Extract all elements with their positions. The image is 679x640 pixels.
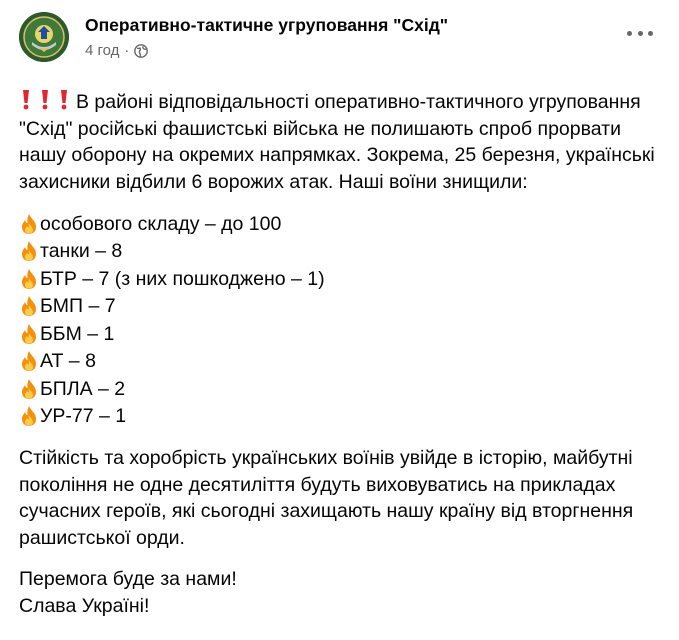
list-item — [19, 265, 661, 293]
list-item — [19, 210, 661, 238]
fire-icon — [19, 323, 39, 345]
losses-list — [19, 210, 661, 430]
list-item — [19, 348, 661, 376]
list-item-text: БТР – 7 (з них пошкоджено – 1) — [40, 267, 325, 290]
closing-line: Слава Україні! — [19, 594, 150, 617]
exclamation-icon — [57, 89, 71, 110]
fire-icon — [19, 295, 39, 317]
more-options-button[interactable] — [627, 28, 653, 38]
list-item — [19, 293, 661, 321]
globe-icon[interactable] — [134, 44, 148, 58]
post-paragraph: Стійкість та хоробрість українських воїнів увійде в історію, майбутні покоління не одне десятиліття будуть виховуватись на прикладах сучасних героїв, які сьогодні захищають нашу країну від вторгнення рашистської орди. — [19, 447, 634, 549]
list-item — [19, 375, 661, 403]
post-timestamp[interactable]: 4 год — [85, 42, 120, 59]
fire-icon — [19, 213, 39, 235]
post-closing — [19, 566, 661, 619]
post-intro-paragraph — [19, 89, 661, 195]
closing-line: Перемога буде за нами! — [19, 568, 237, 590]
list-item — [19, 238, 661, 266]
more-options-icon-dot — [627, 31, 632, 36]
fire-icon — [19, 378, 39, 400]
post-header — [19, 12, 661, 74]
list-item-text: БПЛА – 2 — [40, 377, 126, 400]
post-meta — [85, 42, 448, 59]
page-name-link[interactable]: Оперативно-тактичне угруповання "Схід" — [85, 15, 449, 35]
list-item-text: ББМ – 1 — [40, 322, 115, 345]
fire-icon — [19, 350, 39, 372]
fire-icon — [19, 405, 39, 427]
exclamation-icon — [38, 89, 52, 110]
list-item — [19, 320, 661, 348]
list-item-text: БМП – 7 — [40, 295, 116, 317]
post-body — [19, 89, 661, 619]
list-item-text: особового складу – до 100 — [40, 212, 282, 235]
fire-icon — [19, 268, 39, 290]
intro-text: В районі відповідальності оперативно-тактичного угруповання "Схід" російські фашистські війська не полишають спроб прорвати нашу оборону на окремих напрямках. Зокрема, 25 березня, українські захисники відбили 6 ворожих атак. Наші воїни знищили: — [19, 91, 655, 193]
exclamation-icon — [19, 89, 33, 110]
more-options-icon-dot — [648, 31, 653, 36]
list-item-text: УР-77 – 1 — [40, 405, 127, 427]
meta-separator: · — [124, 42, 130, 59]
list-item — [19, 403, 661, 431]
page-avatar[interactable] — [19, 12, 69, 62]
emblem-icon — [19, 12, 69, 62]
list-item-text: АТ – 8 — [40, 350, 96, 372]
fire-icon — [19, 240, 39, 262]
more-options-icon-dot — [638, 31, 643, 36]
list-item-text: танки – 8 — [40, 240, 123, 262]
